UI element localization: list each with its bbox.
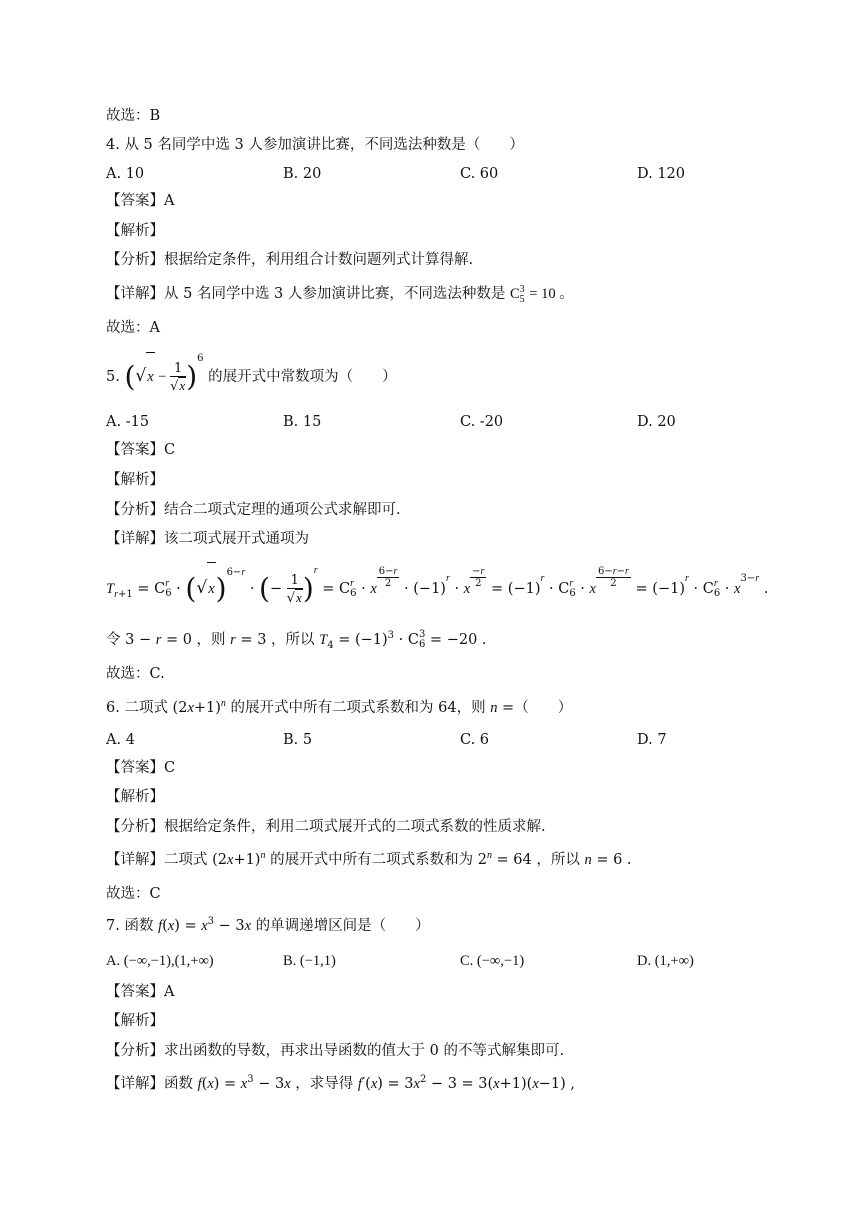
q4-answer: 【答案】A [106, 193, 175, 209]
q5-choose: 故选：C. [106, 666, 165, 682]
question-7: 7. 函数 $f(x) = x^3 - 3x$ 的单调递增区间是（ ） [106, 916, 430, 934]
q6-answer: 【答案】C [106, 760, 176, 776]
q6-choose: 故选：C [106, 886, 161, 902]
q6-option-c: C. 6 [460, 732, 490, 748]
question-6: 6. 二项式 $(2x+1)^n$ 的展开式中所有二项式系数和为 64，则 n =（ ） [106, 698, 573, 716]
q4-option-d: D. 120 [637, 166, 686, 182]
q5-option-b: B. 15 [283, 414, 322, 430]
q4-option-a: A. 10 [106, 166, 145, 182]
q5-fenxi: 【分析】结合二项式定理的通项公式求解即可. [106, 502, 401, 518]
q6-analysis-heading: 【解析】 [106, 789, 164, 805]
q6-xiangjie: 【详解】二项式 $(2x+1)^n$ 的展开式中所有二项式系数和为 $2^n = 64$ ，所以 n = 6 . [106, 850, 632, 868]
q5-answer: 【答案】C [106, 442, 176, 458]
q7-answer: 【答案】A [106, 984, 175, 1000]
q4-result: = 10 。 [529, 286, 574, 302]
q6-fenxi: 【分析】根据给定条件，利用二项式展开式的二项式系数的性质求解. [106, 819, 546, 835]
q4-option-c: C. 60 [460, 166, 499, 182]
q7-analysis-heading: 【解析】 [106, 1013, 164, 1029]
q4-combination-symbol: C 3 5 [510, 283, 525, 305]
q5-general-term-formula: $T_{r+1} = C$ r 6 · $(√x)^{6-r}$ · (− $\frac{1}{√x}$ )$^r$ = C r 6 · x $\frac{6-r}{2}$ · $(-1)^r \cdot x$ $\frac{-r}{2}$ = $(-1)^r \cdot C$ r 6 · x $\frac{6-r-r}{2}$ = $(-1)^r \cdot C$ r 6 · $x^{3-r}$ . [106, 562, 768, 614]
answer-choice-q3: 故选：B [106, 108, 161, 124]
q7-option-b: B. (−1,1) [283, 953, 336, 969]
q7-option-d: D. (1,+∞) [637, 953, 694, 969]
q5-analysis-heading: 【解析】 [106, 472, 164, 488]
q6-option-b: B. 5 [283, 732, 313, 748]
q7-xiangjie: 【详解】函数 $f(x) = x^3 - 3x$ ，求导得 $f'(x) = 3x^2 - 3 = 3(x+1)(x-1)$ , [106, 1074, 575, 1092]
q5-conclusion: 令 3 − r = 0 ，则 r = 3 ，所以 $T_4 = (-1)^3 \cdot C$ 3 6 = −20 . [106, 629, 487, 651]
q4-option-b: B. 20 [283, 166, 322, 182]
q5-fraction: $\frac{1}{√x}$ [170, 360, 186, 394]
q4-xiangjie-text: 【详解】从 5 名同学中选 3 人参加演讲比赛，不同选法种数是 [106, 286, 506, 302]
q5-xiangjie: 【详解】该二项式展开式通项为 [106, 531, 309, 547]
q4-analysis-heading: 【解析】 [106, 223, 164, 239]
q6-option-d: D. 7 [637, 732, 667, 748]
question-5: 5. (√x − $\frac{1}{√x}$ )$^6$ 的展开式中常数项为（ ） [106, 352, 397, 400]
q5-option-d: D. 20 [637, 414, 676, 430]
q5-option-a: A. -15 [106, 414, 150, 430]
question-4: 4. 从 5 名同学中选 3 人参加演讲比赛，不同选法种数是（ ） [106, 137, 524, 153]
q6-option-a: A. 4 [106, 732, 135, 748]
q4-fenxi: 【分析】根据给定条件，利用组合计数问题列式计算得解. [106, 252, 474, 268]
q7-fenxi: 【分析】求出函数的导数，再求出导函数的值大于 0 的不等式解集即可. [106, 1043, 565, 1059]
q7-option-a: A. (−∞,−1),(1,+∞) [106, 953, 214, 969]
q5-option-c: C. -20 [460, 414, 504, 430]
q4-choose: 故选：A [106, 320, 160, 336]
q7-option-c: C. (−∞,−1) [460, 953, 525, 969]
q4-xiangjie [106, 284, 574, 305]
